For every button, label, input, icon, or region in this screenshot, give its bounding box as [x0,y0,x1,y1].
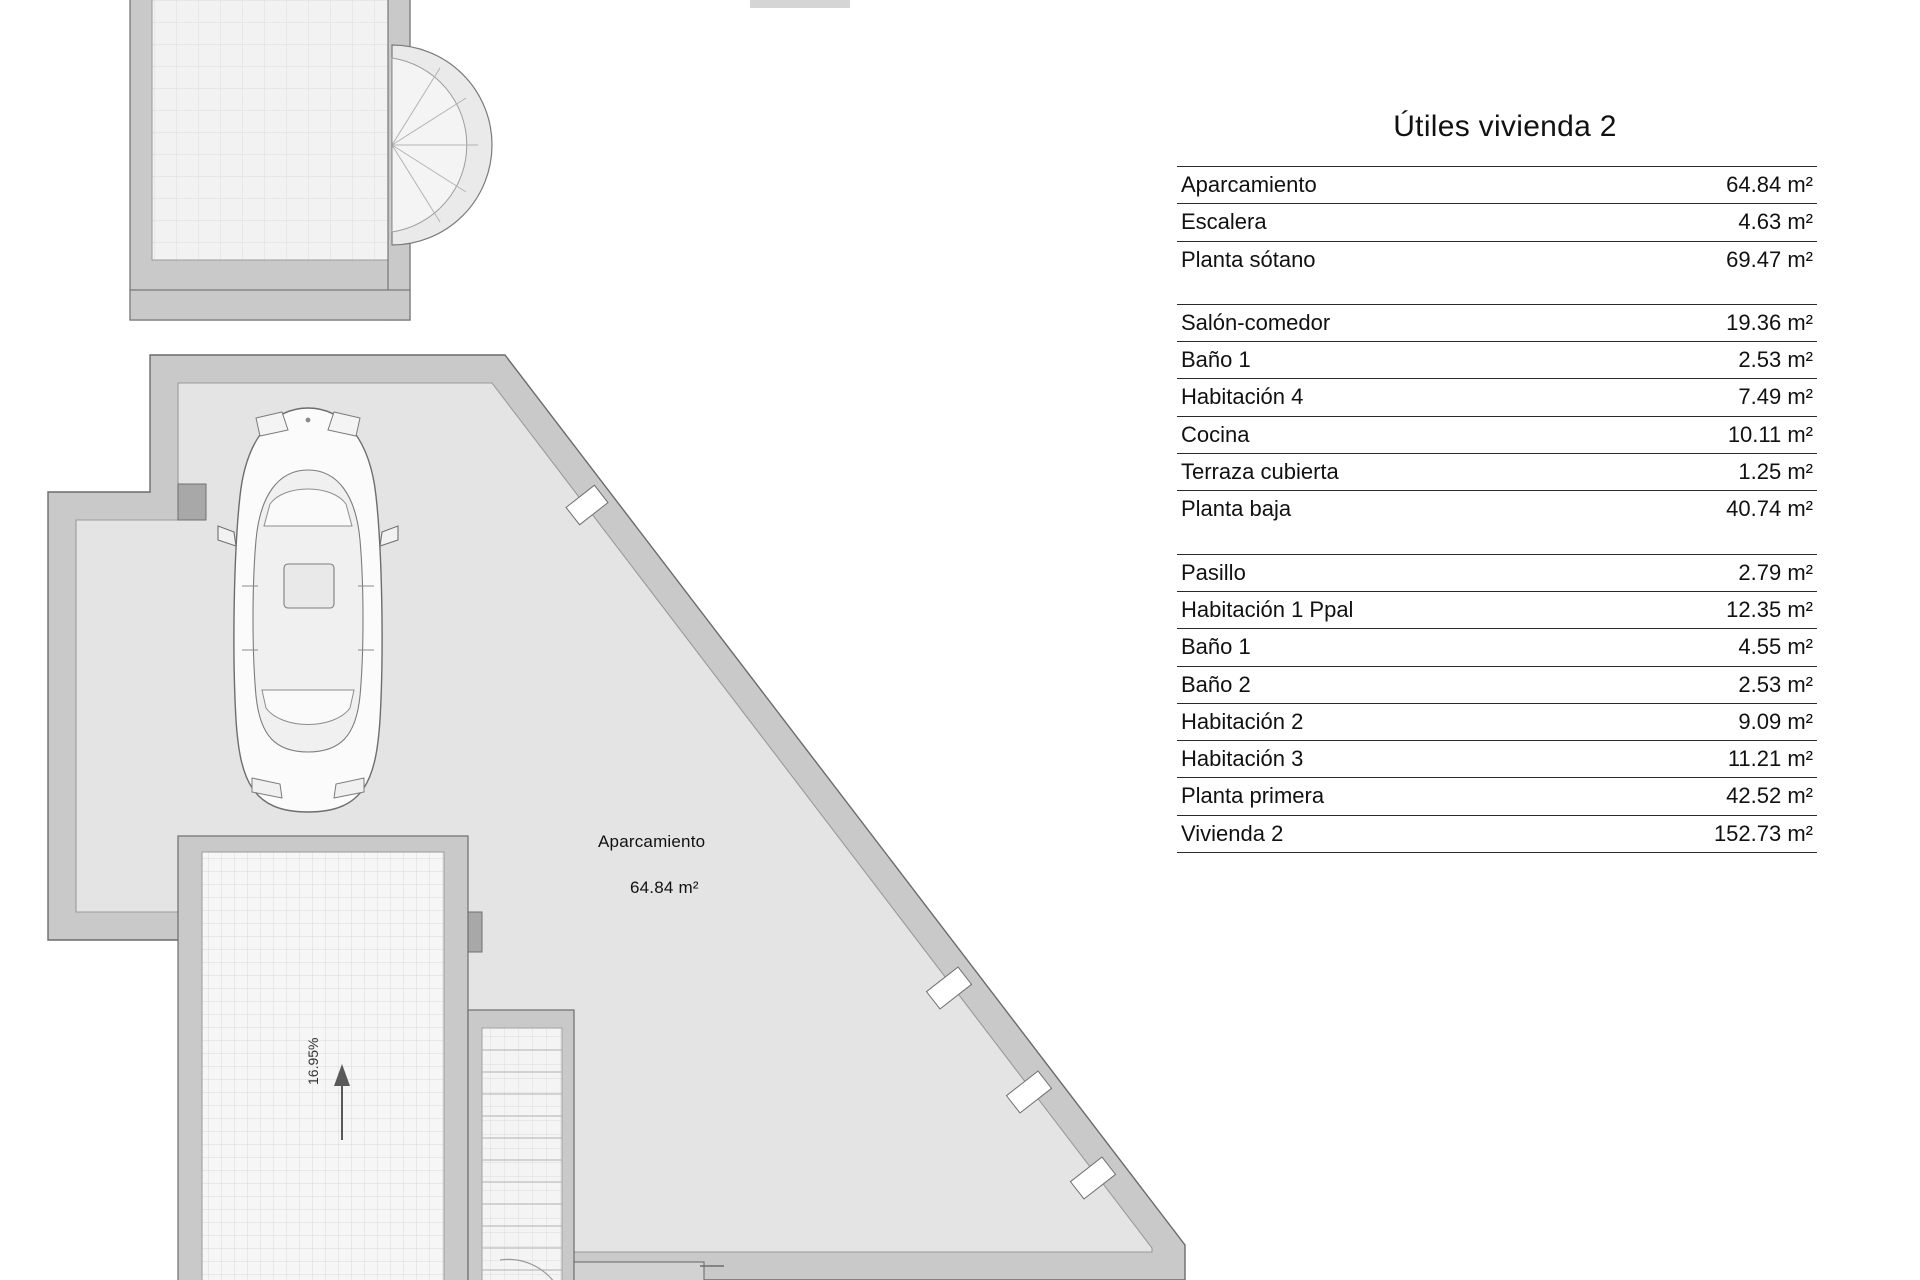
drawing-edge-mark [750,0,850,8]
schedule-group-gap [1177,278,1817,305]
schedule-row-area: 11.21 m² [1579,741,1817,778]
schedule-row-name: Baño 1 [1177,629,1579,666]
schedule-row-name: Cocina [1177,416,1579,453]
area-schedule [1165,110,1845,853]
schedule-row [1177,778,1817,815]
schedule-row-area: 2.79 m² [1579,554,1817,591]
schedule-row [1177,703,1817,740]
schedule-row [1177,416,1817,453]
schedule-row-name: Aparcamiento [1177,167,1579,204]
schedule-row-name: Planta sótano [1177,241,1579,278]
schedule-row [1177,204,1817,241]
car-symbol [218,408,398,812]
schedule-row-name: Salón-comedor [1177,304,1579,341]
schedule-row-area: 9.09 m² [1579,703,1817,740]
schedule-row-area: 2.53 m² [1579,666,1817,703]
schedule-group-spacer [1177,278,1817,305]
schedule-row [1177,666,1817,703]
schedule-row-name: Planta primera [1177,778,1579,815]
schedule-row [1177,379,1817,416]
schedule-row-name: Vivienda 2 [1177,815,1579,852]
schedule-row [1177,591,1817,628]
schedule-row-name: Habitación 2 [1177,703,1579,740]
schedule-row [1177,491,1817,528]
schedule-row-name: Habitación 4 [1177,379,1579,416]
schedule-table [1177,166,1817,853]
schedule-row-area: 10.11 m² [1579,416,1817,453]
schedule-row-name: Baño 1 [1177,342,1579,379]
schedule-row-area: 12.35 m² [1579,591,1817,628]
schedule-row-area: 152.73 m² [1579,815,1817,852]
schedule-row [1177,454,1817,491]
schedule-row-area: 40.74 m² [1579,491,1817,528]
schedule-row-area: 42.52 m² [1579,778,1817,815]
schedule-row-name: Habitación 3 [1177,741,1579,778]
access-ramp [178,836,468,1280]
schedule-row [1177,304,1817,341]
schedule-row-area: 69.47 m² [1579,241,1817,278]
schedule-row [1177,815,1817,852]
ramp-slope-label: 16.95% [305,1037,321,1085]
schedule-row-area: 64.84 m² [1579,167,1817,204]
upper-room-block [130,0,492,320]
schedule-row [1177,629,1817,666]
schedule-row [1177,342,1817,379]
schedule-row-name: Planta baja [1177,491,1579,528]
parking-area-label: Aparcamiento [598,832,706,851]
schedule-row-area: 4.63 m² [1579,204,1817,241]
schedule-group-gap [1177,528,1817,555]
schedule-row-name: Terraza cubierta [1177,454,1579,491]
schedule-row [1177,241,1817,278]
parking-area-value: 64.84 m² [630,878,699,897]
schedule-row-name: Pasillo [1177,554,1579,591]
schedule-row-area: 19.36 m² [1579,304,1817,341]
schedule-row-name: Baño 2 [1177,666,1579,703]
schedule-group-spacer [1177,528,1817,555]
schedule-row [1177,554,1817,591]
schedule-row-area: 2.53 m² [1579,342,1817,379]
schedule-row-name: Habitación 1 Ppal [1177,591,1579,628]
schedule-row [1177,167,1817,204]
schedule-row-area: 7.49 m² [1579,379,1817,416]
schedule-title: Útiles vivienda 2 [1393,110,1617,143]
schedule-row-area: 4.55 m² [1579,629,1817,666]
schedule-row-name: Escalera [1177,204,1579,241]
schedule-row [1177,741,1817,778]
schedule-row-area: 1.25 m² [1579,454,1817,491]
